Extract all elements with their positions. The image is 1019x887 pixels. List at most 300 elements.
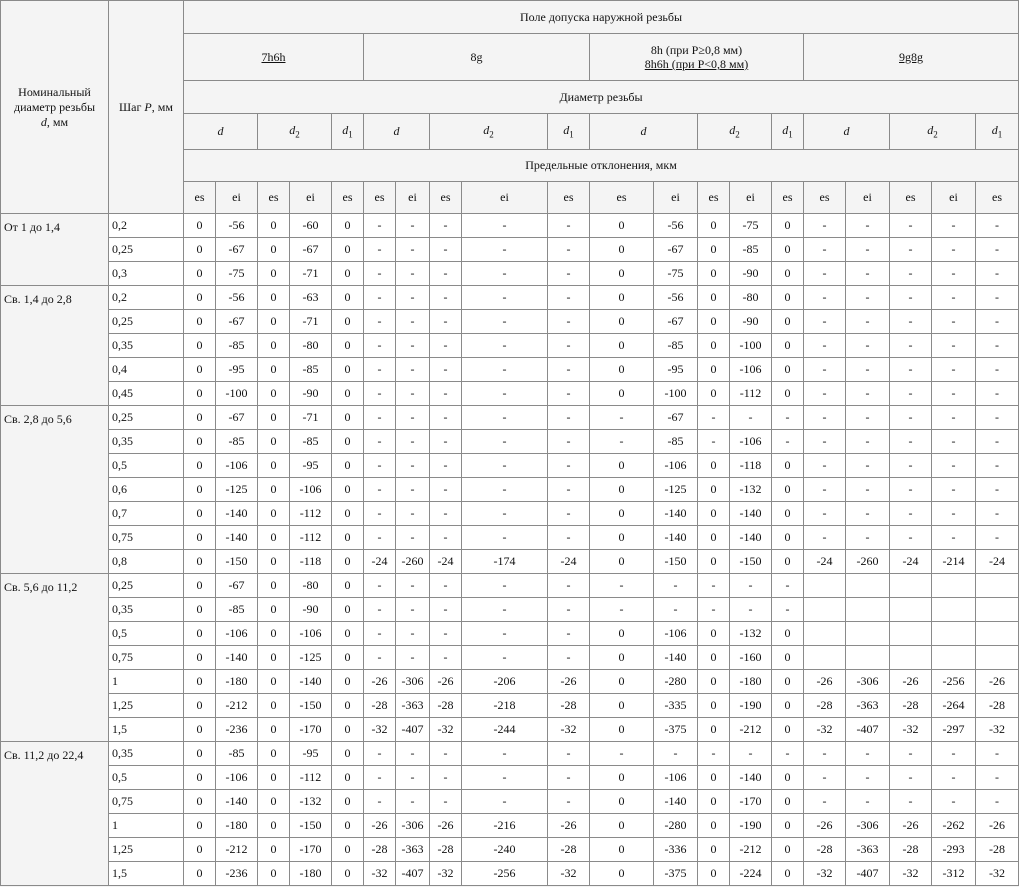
deviation-cell: -32	[548, 718, 590, 742]
deviation-col-header: es	[698, 182, 730, 214]
deviation-cell: -	[462, 454, 548, 478]
deviation-cell: -	[548, 502, 590, 526]
deviation-col-header: es	[430, 182, 462, 214]
field-7h6h-header: 7h6h	[184, 34, 364, 81]
deviation-cell: 0	[184, 382, 216, 406]
thread-diameter-header: Диаметр резьбы	[184, 81, 1019, 114]
deviation-cell: -100	[654, 382, 698, 406]
deviation-cell: -	[804, 310, 846, 334]
deviation-cell	[976, 598, 1019, 622]
deviation-cell: 0	[698, 382, 730, 406]
deviation-cell: 0	[184, 406, 216, 430]
deviation-col-header: ei	[932, 182, 976, 214]
deviation-cell: -312	[932, 862, 976, 886]
deviation-cell: -	[890, 478, 932, 502]
deviation-cell: -	[430, 430, 462, 454]
deviation-cell: -24	[430, 550, 462, 574]
deviation-cell: 0	[772, 550, 804, 574]
deviation-cell: 0	[184, 694, 216, 718]
deviation-cell: -140	[654, 790, 698, 814]
deviation-cell: 0	[184, 286, 216, 310]
deviation-col-header: ei	[462, 182, 548, 214]
deviation-cell: 0	[184, 862, 216, 886]
table-row	[1, 598, 1019, 622]
deviation-cell: -	[462, 622, 548, 646]
pitch-cell: 0,35	[109, 430, 184, 454]
deviation-cell: -90	[730, 310, 772, 334]
deviation-cell: -	[430, 790, 462, 814]
deviation-cell: -112	[290, 526, 332, 550]
deviation-cell: -106	[216, 454, 258, 478]
deviation-cell: -	[804, 238, 846, 262]
deviation-cell: -	[730, 406, 772, 430]
deviation-cell: 0	[590, 646, 654, 670]
deviation-cell: -306	[846, 814, 890, 838]
deviation-cell: -	[430, 214, 462, 238]
deviation-cell: -	[396, 262, 430, 286]
deviation-cell: 0	[772, 814, 804, 838]
deviation-cell: -	[804, 454, 846, 478]
deviation-cell: -	[462, 286, 548, 310]
deviation-cell: -26	[430, 814, 462, 838]
deviation-cell: -216	[462, 814, 548, 838]
deviation-cell: -67	[654, 406, 698, 430]
deviation-cell: -	[932, 286, 976, 310]
deviation-cell: 0	[184, 550, 216, 574]
table-row	[1, 526, 1019, 550]
deviation-cell: -	[462, 430, 548, 454]
d2-header: $d_2$	[890, 114, 976, 150]
deviation-cell: 0	[772, 502, 804, 526]
deviation-cell: -140	[730, 526, 772, 550]
deviation-cell: -363	[396, 838, 430, 862]
deviation-cell: -	[654, 742, 698, 766]
pitch-cell: 0,25	[109, 238, 184, 262]
deviation-cell: -24	[976, 550, 1019, 574]
deviation-cell: -	[804, 262, 846, 286]
deviation-cell: -	[976, 478, 1019, 502]
deviation-cell: 0	[184, 358, 216, 382]
deviation-cell: -140	[216, 790, 258, 814]
deviation-cell: -	[462, 478, 548, 502]
deviation-cell: 0	[332, 286, 364, 310]
deviation-cell: -	[462, 598, 548, 622]
table-row	[1, 550, 1019, 574]
deviation-cell	[932, 598, 976, 622]
deviation-cell: -85	[216, 334, 258, 358]
deviation-cell: -106	[654, 622, 698, 646]
deviation-cell: -	[396, 382, 430, 406]
deviation-cell: -	[730, 574, 772, 598]
deviation-cell: 0	[258, 310, 290, 334]
deviation-cell: -	[804, 526, 846, 550]
deviation-cell: -28	[548, 694, 590, 718]
deviation-col-header: es	[772, 182, 804, 214]
deviation-cell: -32	[890, 862, 932, 886]
deviation-cell: 0	[332, 622, 364, 646]
deviation-cell	[890, 646, 932, 670]
deviation-col-header: es	[590, 182, 654, 214]
deviation-cell: -	[846, 214, 890, 238]
deviation-cell: -244	[462, 718, 548, 742]
table-row	[1, 382, 1019, 406]
deviation-cell: 0	[772, 790, 804, 814]
deviation-cell: -85	[290, 430, 332, 454]
deviation-cell: -	[932, 430, 976, 454]
deviation-cell: -	[462, 646, 548, 670]
deviation-cell: -106	[654, 766, 698, 790]
deviation-cell: 0	[332, 694, 364, 718]
table-row	[1, 718, 1019, 742]
deviation-cell: 0	[332, 574, 364, 598]
table-row	[1, 214, 1019, 238]
deviation-cell: -	[462, 310, 548, 334]
deviation-cell: -	[462, 214, 548, 238]
deviation-cell: -	[976, 454, 1019, 478]
table-row	[1, 766, 1019, 790]
deviation-cell	[976, 574, 1019, 598]
deviation-cell: -212	[730, 718, 772, 742]
deviation-cell: -	[846, 454, 890, 478]
deviation-cell: -212	[216, 694, 258, 718]
deviation-cell: -	[976, 262, 1019, 286]
deviation-cell: -	[976, 790, 1019, 814]
deviation-cell: -	[462, 406, 548, 430]
deviation-cell: -106	[290, 622, 332, 646]
deviation-cell: -	[932, 382, 976, 406]
deviation-cell: -85	[654, 430, 698, 454]
d1-header: $d_1$	[976, 114, 1019, 150]
deviation-cell: -125	[216, 478, 258, 502]
pitch-cell: 0,2	[109, 286, 184, 310]
deviation-cell: -24	[804, 550, 846, 574]
deviation-cell: -	[890, 238, 932, 262]
deviation-cell: 0	[258, 694, 290, 718]
deviation-cell: 0	[258, 790, 290, 814]
pitch-cell: 0,5	[109, 766, 184, 790]
deviation-cell: 0	[698, 478, 730, 502]
deviation-cell: 0	[772, 382, 804, 406]
deviation-cell: -	[976, 502, 1019, 526]
deviation-cell: 0	[590, 214, 654, 238]
deviation-cell: -	[846, 766, 890, 790]
deviation-cell: -85	[730, 238, 772, 262]
deviation-cell: -	[364, 214, 396, 238]
deviation-cell: 0	[698, 262, 730, 286]
deviation-cell: -	[846, 286, 890, 310]
deviation-cell	[804, 646, 846, 670]
deviation-cell: -170	[290, 838, 332, 862]
deviation-cell: 0	[590, 766, 654, 790]
deviation-cell: -67	[654, 310, 698, 334]
deviation-cell: 0	[772, 622, 804, 646]
field-8h-header: 8h (при P≥0,8 мм) 8h6h (при P<0,8 мм)	[590, 34, 804, 81]
deviation-cell: -	[430, 454, 462, 478]
deviation-cell: -	[932, 262, 976, 286]
deviation-cell: -60	[290, 214, 332, 238]
table-row	[1, 502, 1019, 526]
deviation-cell: 0	[772, 718, 804, 742]
deviation-cell: -	[804, 286, 846, 310]
pitch-cell: 0,5	[109, 622, 184, 646]
deviation-cell: -67	[216, 574, 258, 598]
deviation-cell: 0	[184, 454, 216, 478]
deviation-cell: -	[976, 766, 1019, 790]
deviation-cell: 0	[590, 454, 654, 478]
deviation-cell: 0	[258, 526, 290, 550]
table-row	[1, 286, 1019, 310]
deviation-cell: -	[890, 334, 932, 358]
deviation-cell: -	[462, 238, 548, 262]
deviation-cell: -407	[396, 862, 430, 886]
deviation-cell: -	[846, 790, 890, 814]
deviation-cell: -	[698, 742, 730, 766]
deviation-cell: -	[548, 622, 590, 646]
deviation-cell: -32	[890, 718, 932, 742]
deviation-cell: -132	[730, 478, 772, 502]
deviation-cell: -180	[216, 814, 258, 838]
deviation-cell: 0	[698, 286, 730, 310]
deviation-cell: -170	[290, 718, 332, 742]
deviation-cell: -212	[730, 838, 772, 862]
pitch-cell: 1,25	[109, 838, 184, 862]
table-body	[1, 214, 1019, 886]
deviation-cell: 0	[772, 694, 804, 718]
deviation-cell: -	[430, 622, 462, 646]
pitch-cell: 1,5	[109, 862, 184, 886]
deviation-cell: -	[846, 526, 890, 550]
deviation-cell: -	[890, 502, 932, 526]
deviation-cell: 0	[698, 718, 730, 742]
table-row	[1, 814, 1019, 838]
deviation-cell: -	[364, 790, 396, 814]
deviation-cell: 0	[184, 838, 216, 862]
deviation-cell: -	[364, 742, 396, 766]
deviation-cell: -100	[216, 382, 258, 406]
deviation-cell: -	[890, 286, 932, 310]
deviation-cell: 0	[184, 310, 216, 334]
pitch-cell: 0,3	[109, 262, 184, 286]
deviation-cell: -32	[804, 862, 846, 886]
deviation-cell: -	[396, 646, 430, 670]
deviation-cell: 0	[332, 310, 364, 334]
deviation-cell: -28	[890, 694, 932, 718]
deviation-cell: 0	[332, 862, 364, 886]
nominal-diameter-cell: Св. 2,8 до 5,6	[1, 406, 109, 574]
deviation-cell	[846, 598, 890, 622]
deviation-cell: -	[396, 214, 430, 238]
deviation-col-header: ei	[730, 182, 772, 214]
deviation-cell: -95	[290, 454, 332, 478]
deviation-cell: 0	[698, 214, 730, 238]
deviation-cell: 0	[332, 454, 364, 478]
deviation-cell: 0	[258, 382, 290, 406]
table-row	[1, 670, 1019, 694]
deviation-cell: 0	[258, 766, 290, 790]
deviation-cell: -	[772, 742, 804, 766]
deviation-cell: -	[430, 262, 462, 286]
field-9g8g-header: 9g8g	[804, 34, 1019, 81]
deviation-cell: -	[364, 454, 396, 478]
deviation-cell: -	[890, 430, 932, 454]
deviation-cell: 0	[258, 214, 290, 238]
deviation-cell: -32	[430, 718, 462, 742]
deviation-cell: -	[396, 286, 430, 310]
deviation-cell: -	[396, 502, 430, 526]
deviation-cell: -	[932, 526, 976, 550]
deviation-cell: -256	[932, 670, 976, 694]
deviation-cell: -	[430, 286, 462, 310]
deviation-cell: 0	[184, 598, 216, 622]
table-row	[1, 358, 1019, 382]
table-row	[1, 454, 1019, 478]
deviation-cell: -	[430, 598, 462, 622]
deviation-col-header: es	[364, 182, 396, 214]
deviation-cell: -112	[730, 382, 772, 406]
deviation-cell: 0	[184, 766, 216, 790]
deviation-cell: -	[462, 742, 548, 766]
deviation-cell: -	[698, 406, 730, 430]
deviation-cell: 0	[590, 718, 654, 742]
deviation-cell: 0	[258, 574, 290, 598]
deviation-cell: -140	[730, 502, 772, 526]
deviation-cell: -	[396, 454, 430, 478]
table-row	[1, 790, 1019, 814]
deviation-cell: -85	[216, 430, 258, 454]
deviation-cell: 0	[184, 622, 216, 646]
deviation-cell: -170	[730, 790, 772, 814]
deviation-cell: 0	[184, 790, 216, 814]
deviation-cell: 0	[590, 862, 654, 886]
deviation-cell: -	[590, 574, 654, 598]
deviation-cell: -	[548, 646, 590, 670]
deviation-cell: -	[430, 742, 462, 766]
deviation-cell: -240	[462, 838, 548, 862]
deviation-cell: 0	[332, 502, 364, 526]
deviation-cell: -85	[216, 742, 258, 766]
deviation-cell: -	[364, 646, 396, 670]
deviation-cell: -212	[216, 838, 258, 862]
deviation-cell: -140	[216, 526, 258, 550]
deviation-cell: 0	[258, 646, 290, 670]
deviation-cell	[890, 622, 932, 646]
deviation-cell: -90	[730, 262, 772, 286]
deviation-cell: -140	[730, 766, 772, 790]
deviation-cell: 0	[698, 862, 730, 886]
deviation-cell: -	[976, 526, 1019, 550]
pitch-cell: 1,25	[109, 694, 184, 718]
pitch-cell: 0,25	[109, 406, 184, 430]
table-row	[1, 478, 1019, 502]
pitch-cell: 0,45	[109, 382, 184, 406]
deviation-cell: 0	[590, 334, 654, 358]
d2-header: $d_2$	[258, 114, 332, 150]
deviation-cell: -	[430, 502, 462, 526]
deviation-cell: -	[890, 454, 932, 478]
deviation-cell: -	[654, 574, 698, 598]
deviation-cell: -	[846, 406, 890, 430]
deviation-cell: -32	[364, 718, 396, 742]
deviation-cell: -67	[216, 406, 258, 430]
deviation-cell: -	[932, 334, 976, 358]
deviation-cell: 0	[332, 526, 364, 550]
deviation-cell: -140	[654, 646, 698, 670]
deviation-cell: -	[396, 742, 430, 766]
deviation-cell: -	[548, 358, 590, 382]
deviation-cell: -	[846, 502, 890, 526]
deviation-col-header: ei	[396, 182, 430, 214]
deviation-cell: -	[890, 766, 932, 790]
deviation-col-header: ei	[846, 182, 890, 214]
deviation-cell: 0	[590, 262, 654, 286]
deviation-cell: -	[846, 262, 890, 286]
deviation-cell: 0	[258, 454, 290, 478]
deviation-cell: -180	[730, 670, 772, 694]
deviation-cell: 0	[698, 646, 730, 670]
nominal-diameter-cell: Св. 1,4 до 2,8	[1, 286, 109, 406]
deviation-cell: 0	[332, 262, 364, 286]
deviation-cell: -	[804, 382, 846, 406]
deviation-cell: -24	[548, 550, 590, 574]
deviation-cell: -	[364, 574, 396, 598]
deviation-cell: 0	[772, 478, 804, 502]
deviation-cell: -264	[932, 694, 976, 718]
table-row	[1, 310, 1019, 334]
deviation-cell: -363	[846, 694, 890, 718]
deviation-cell: -	[364, 334, 396, 358]
deviation-cell: -	[804, 790, 846, 814]
deviation-cell	[804, 622, 846, 646]
deviation-cell: -306	[396, 670, 430, 694]
deviation-cell: -	[590, 430, 654, 454]
deviation-cell: -106	[730, 430, 772, 454]
deviation-cell: 0	[698, 454, 730, 478]
deviation-cell: 0	[590, 502, 654, 526]
deviation-cell: -	[804, 502, 846, 526]
deviation-cell: 0	[590, 694, 654, 718]
nominal-diameter-cell: От 1 до 1,4	[1, 214, 109, 286]
deviation-cell: -280	[654, 814, 698, 838]
deviation-cell: -32	[976, 718, 1019, 742]
deviation-cell: -	[430, 358, 462, 382]
deviation-cell: -	[846, 382, 890, 406]
deviation-cell: -26	[976, 814, 1019, 838]
deviation-cell: -	[730, 742, 772, 766]
deviation-cell: -28	[976, 694, 1019, 718]
d-header: d	[804, 114, 890, 150]
deviation-cell: -256	[462, 862, 548, 886]
deviation-cell: -224	[730, 862, 772, 886]
deviation-cell: -	[396, 790, 430, 814]
deviation-cell: -	[698, 430, 730, 454]
deviation-cell: -140	[290, 670, 332, 694]
deviation-cell: -	[890, 406, 932, 430]
deviation-cell: -	[846, 310, 890, 334]
deviation-cell: 0	[772, 358, 804, 382]
deviation-cell: -	[976, 430, 1019, 454]
deviation-cell: -	[548, 598, 590, 622]
deviation-cell: -26	[804, 670, 846, 694]
deviation-cell: -	[932, 790, 976, 814]
deviation-cell: -32	[430, 862, 462, 886]
table-row	[1, 406, 1019, 430]
deviation-cell: -236	[216, 718, 258, 742]
deviation-cell: 0	[184, 262, 216, 286]
deviation-col-header: ei	[216, 182, 258, 214]
deviation-cell: -	[396, 574, 430, 598]
deviation-cell: -112	[290, 502, 332, 526]
deviation-cell: -	[430, 382, 462, 406]
